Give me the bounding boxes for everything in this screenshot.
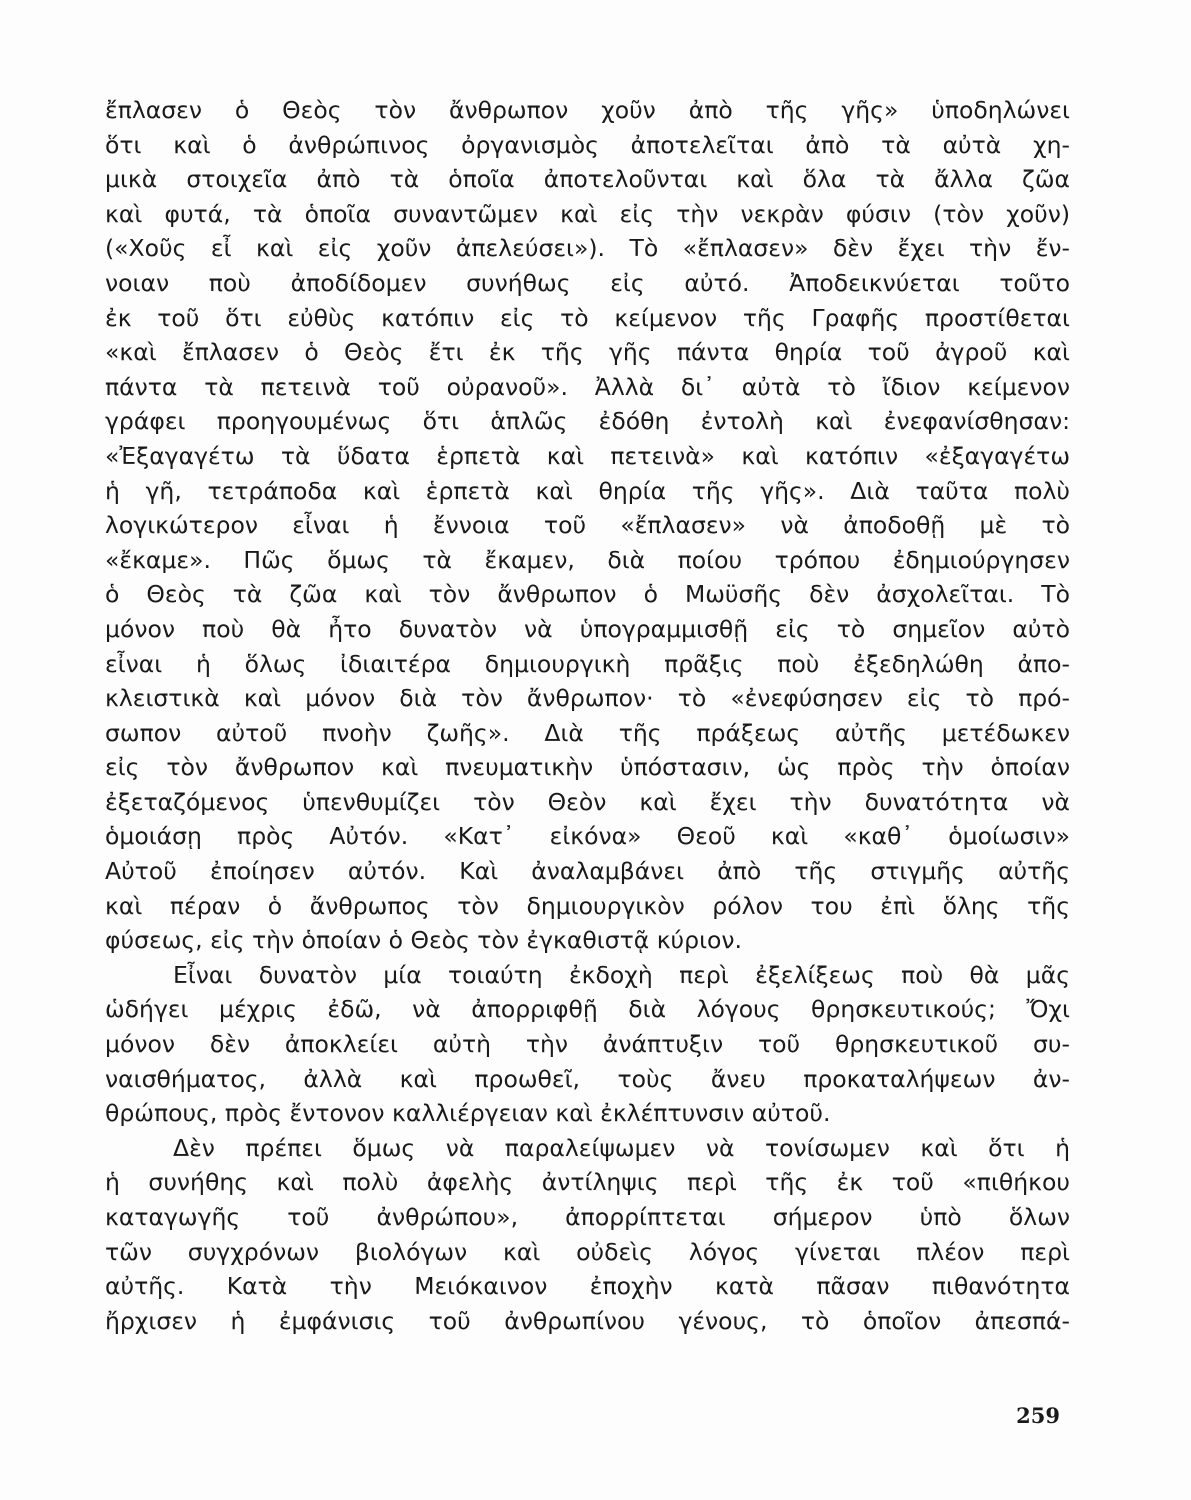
text-line: καὶ πέραν ὁ ἄνθρωπος τὸν δημιουργικὸν ρόλον του ἐπὶ ὅλης τῆς	[105, 891, 1070, 920]
page-number: 259	[1016, 1403, 1060, 1428]
text-line: καὶ φυτά, τὰ ὁποῖα συναντῶμεν καὶ εἰς τὴν νεκρὰν φύσιν (τὸν χοῦν)	[105, 199, 1070, 228]
text-line: εἶναι ἡ ὅλως ἰδιαιτέρα δημιουργικὴ πρᾶξις ποὺ ἐξεδηλώθη ἀπο-	[105, 649, 1070, 678]
text-line: Δὲν πρέπει ὅμως νὰ παραλείψωμεν νὰ τονίσωμεν καὶ ὅτι ἡ	[173, 1133, 1070, 1162]
text-line: νοιαν ποὺ ἀποδίδομεν συνήθως εἰς αὐτό. Ἀποδεικνύεται τοῦτο	[105, 268, 1070, 297]
text-line: Εἶναι δυνατὸν μία τοιαύτη ἐκδοχὴ περὶ ἐξελίξεως ποὺ θὰ μᾶς	[173, 960, 1070, 989]
text-line: αὐτῆς. Κατὰ τὴν Μειόκαινον ἐποχὴν κατὰ πᾶσαν πιθανότητα	[105, 1272, 1070, 1301]
text-line: μόνον ποὺ θὰ ἦτο δυνατὸν νὰ ὑπογραμμισθῇ εἰς τὸ σημεῖον αὐτὸ	[105, 614, 1070, 643]
text-line: τῶν συγχρόνων βιολόγων καὶ οὐδεὶς λόγος γίνεται πλέον περὶ	[105, 1237, 1070, 1266]
text-line: («Χοῦς εἶ καὶ εἰς χοῦν ἀπελεύσει»). Τὸ «ἔπλασεν» δὲν ἔχει τὴν ἔν-	[105, 234, 1070, 263]
text-line: ὁ Θεὸς τὰ ζῶα καὶ τὸν ἄνθρωπον ὁ Μωϋσῆς δὲν ἀσχολεῖται. Τὸ	[105, 580, 1070, 609]
text-line: ἐξεταζόμενος ὑπενθυμίζει τὸν Θεὸν καὶ ἔχει τὴν δυνατότητα νὰ	[105, 787, 1070, 816]
text-line: Αὐτοῦ ἐποίησεν αὐτόν. Καὶ ἀναλαμβάνει ἀπὸ τῆς στιγμῆς αὐτῆς	[105, 857, 1070, 886]
text-line: μικὰ στοιχεῖα ἀπὸ τὰ ὁποῖα ἀποτελοῦνται καὶ ὅλα τὰ ἄλλα ζῶα	[105, 165, 1070, 194]
text-line: ὁμοιάσῃ πρὸς Αὐτόν. «Κατ᾿ εἰκόνα» Θεοῦ καὶ «καθ᾿ ὁμοίωσιν»	[105, 822, 1070, 851]
text-line: καταγωγῆς τοῦ ἀνθρώπου», ἀπορρίπτεται σήμερον ὑπὸ ὅλων	[105, 1203, 1070, 1231]
text-line: θρώπους, πρὸς ἔντονον καλλιέργειαν καὶ ἐκλέπτυνσιν αὐτοῦ.	[105, 1099, 831, 1128]
text-line: μόνον δὲν ἀποκλείει αὐτὴ τὴν ἀνάπτυξιν τοῦ θρησκευτικοῦ συ-	[105, 1030, 1070, 1059]
text-line: ναισθήματος, ἀλλὰ καὶ προωθεῖ, τοὺς ἄνευ προκαταλήψεων ἀν-	[105, 1064, 1070, 1093]
text-line: ἔπλασεν ὁ Θεὸς τὸν ἄνθρωπον χοῦν ἀπὸ τῆς γῆς» ὑποδηλώνει	[105, 96, 1070, 124]
text-line: ἐκ τοῦ ὅτι εὐθὺς κατόπιν εἰς τὸ κείμενον τῆς Γραφῆς προστίθεται	[105, 303, 1070, 332]
text-line: ὡδήγει μέχρις ἐδῶ, νὰ ἀπορριφθῇ διὰ λόγους θρησκευτικούς; Ὄχι	[105, 995, 1070, 1024]
text-line: εἰς τὸν ἄνθρωπον καὶ πνευματικὴν ὑπόστασιν, ὡς πρὸς τὴν ὁποίαν	[105, 753, 1070, 782]
text-line: «ἔκαμε». Πῶς ὅμως τὰ ἔκαμεν, διὰ ποίου τρόπου ἐδημιούργησεν	[105, 545, 1070, 574]
text-line: γράφει προηγουμένως ὅτι ἁπλῶς ἐδόθη ἐντολὴ καὶ ἐνεφανίσθησαν:	[105, 407, 1070, 436]
text-line: πάντα τὰ πετεινὰ τοῦ οὐρανοῦ». Ἀλλὰ δι᾿ αὐτὰ τὸ ἴδιον κείμενον	[105, 372, 1070, 401]
page-body	[105, 93, 1070, 1338]
text-line: λογικώτερον εἶναι ἡ ἔννοια τοῦ «ἔπλασεν» νὰ ἀποδοθῇ μὲ τὸ	[105, 511, 1070, 540]
text-line: κλειστικὰ καὶ μόνον διὰ τὸν ἄνθρωπον· τὸ «ἐνεφύσησεν εἰς τὸ πρό-	[105, 684, 1070, 713]
text-line: «καὶ ἔπλασεν ὁ Θεὸς ἔτι ἐκ τῆς γῆς πάντα θηρία τοῦ ἀγροῦ καὶ	[105, 338, 1070, 367]
text-line: ὅτι καὶ ὁ ἀνθρώπινος ὀργανισμὸς ἀποτελεῖται ἀπὸ τὰ αὐτὰ χη-	[105, 130, 1070, 159]
body-text	[105, 93, 1070, 1338]
text-line: φύσεως, εἰς τὴν ὁποίαν ὁ Θεὸς τὸν ἐγκαθιστᾷ κύριον.	[105, 926, 742, 955]
text-line: ἡ συνήθης καὶ πολὺ ἀφελὴς ἀντίληψις περὶ τῆς ἐκ τοῦ «πιθήκου	[105, 1168, 1070, 1197]
text-line: «Ἐξαγαγέτω τὰ ὕδατα ἑρπετὰ καὶ πετεινὰ» καὶ κατόπιν «ἐξαγαγέτω	[105, 441, 1070, 470]
text-line: ἤρχισεν ἡ ἐμφάνισις τοῦ ἀνθρωπίνου γένους, τὸ ὁποῖον ἀπεσπά-	[105, 1306, 1070, 1335]
text-line: σωπον αὐτοῦ πνοὴν ζωῆς». Διὰ τῆς πράξεως αὐτῆς μετέδωκεν	[105, 718, 1070, 747]
text-line: ἡ γῆ, τετράποδα καὶ ἑρπετὰ καὶ θηρία τῆς γῆς». Διὰ ταῦτα πολὺ	[105, 476, 1070, 505]
